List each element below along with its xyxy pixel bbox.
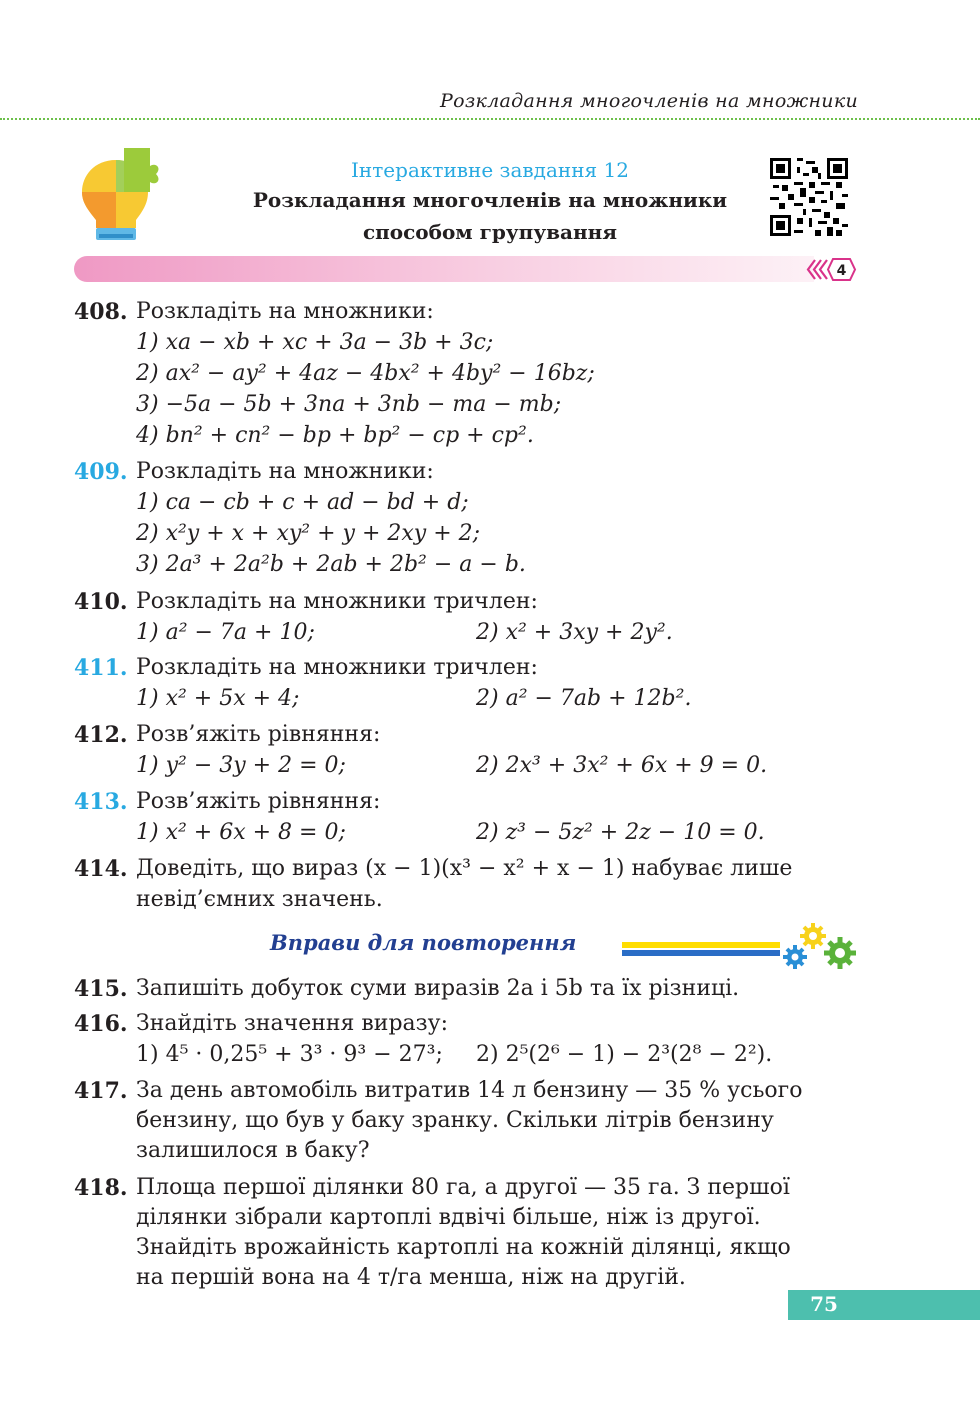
problem-number-410: 410.	[74, 589, 128, 615]
level-badge	[805, 257, 857, 282]
problem-number-411: 411.	[74, 655, 128, 681]
problem-411-item-2: 2) a² − 7ab + 12b².	[476, 686, 692, 711]
running-header: Розкладання многочленів на множники	[440, 90, 858, 112]
level-badge-number: 4	[836, 263, 847, 279]
problem-418-line-2: ділянки зібрали картоплі вдвічі більше, ніж із другої.	[136, 1205, 761, 1230]
task-title-line2: способом групування	[362, 220, 618, 244]
problem-410-item-1: 1) a² − 7a + 10;	[136, 620, 315, 645]
section-banner	[74, 256, 814, 282]
section-title: Вправи для повторення	[270, 930, 577, 955]
task-title-line1: Розкладання многочленів на множники	[252, 188, 728, 212]
problem-414-line-1: Доведіть, що вираз (x − 1)(x³ − x² + x − 1) набуває лише	[136, 856, 793, 881]
problem-417-line-2: бензину, що був у баку зранку. Скільки літрів бензину	[136, 1108, 774, 1133]
problem-number-417: 417.	[74, 1078, 128, 1104]
problem-408-item-2: 2) ax² − ay² + 4az − 4bx² + 4by² − 16bz;	[136, 361, 595, 386]
problem-414-line-2: невід’ємних значень.	[136, 887, 383, 912]
problem-416-item-2: 2) 2⁵(2⁶ − 1) − 2³(2⁸ − 2²).	[476, 1042, 773, 1067]
problem-408-item-1: 1) xa − xb + xc + 3a − 3b + 3c;	[136, 330, 494, 355]
problem-number-412: 412.	[74, 722, 128, 748]
problem-417-line-1: За день автомобіль витратив 14 л бензину — 35 % усього	[136, 1078, 803, 1103]
problem-413-intro: Розв’яжіть рівняння:	[136, 789, 381, 814]
qr-code[interactable]	[770, 158, 848, 236]
header-divider	[0, 118, 980, 120]
page-number: 75	[810, 1292, 838, 1316]
problem-418-line-4: на першій вона на 4 т/га менша, ніж на другій.	[136, 1265, 686, 1290]
problem-408-intro: Розкладіть на множники:	[136, 299, 434, 324]
problem-411-intro: Розкладіть на множники тричлен:	[136, 655, 538, 680]
problem-413-item-2: 2) z³ − 5z² + 2z − 10 = 0.	[476, 820, 765, 845]
task-label: Інтерактивне завдання 12	[351, 158, 629, 182]
problem-417-line-3: залишилося в баку?	[136, 1138, 370, 1163]
problem-409-item-3: 3) 2a³ + 2a²b + 2ab + 2b² − a − b.	[136, 552, 526, 577]
problem-410-item-2: 2) x² + 3xy + 2y².	[476, 620, 673, 645]
problem-416-intro: Знайдіть значення виразу:	[136, 1011, 449, 1036]
problem-416-item-1: 1) 4⁵ · 0,25⁵ + 3³ · 9³ − 27³;	[136, 1042, 443, 1067]
problem-409-item-1: 1) ca − cb + c + ad − bd + d;	[136, 490, 469, 515]
problem-418-line-1: Площа першої ділянки 80 га, а другої — 35 га. З першої	[136, 1175, 790, 1200]
problem-number-416: 416.	[74, 1011, 128, 1037]
gears-icon	[778, 920, 860, 972]
problem-number-415: 415.	[74, 976, 128, 1002]
problem-number-413: 413.	[74, 789, 128, 815]
problem-408-item-4: 4) bn² + cn² − bp + bp² − cp + cp².	[136, 423, 534, 448]
problem-411-item-1: 1) x² + 5x + 4;	[136, 686, 300, 711]
problem-number-408: 408.	[74, 299, 128, 325]
problem-number-414: 414.	[74, 856, 128, 882]
flag-stripe	[622, 942, 780, 956]
problem-number-418: 418.	[74, 1175, 128, 1201]
problem-412-item-1: 1) y² − 3y + 2 = 0;	[136, 753, 346, 778]
problem-415-text: Запишіть добуток суми виразів 2a і 5b та їх різниці.	[136, 976, 740, 1001]
problem-409-item-2: 2) x²y + x + xy² + y + 2xy + 2;	[136, 521, 481, 546]
problem-413-item-1: 1) x² + 6x + 8 = 0;	[136, 820, 346, 845]
problem-412-item-2: 2) 2x³ + 3x² + 6x + 9 = 0.	[476, 753, 768, 778]
problem-409-intro: Розкладіть на множники:	[136, 459, 434, 484]
page-number-tab	[788, 1290, 980, 1320]
problem-410-intro: Розкладіть на множники тричлен:	[136, 589, 538, 614]
problem-408-item-3: 3) −5a − 5b + 3na + 3nb − ma − mb;	[136, 392, 562, 417]
problem-418-line-3: Знайдіть врожайність картоплі на кожній ділянці, якщо	[136, 1235, 791, 1260]
problem-412-intro: Розв’яжіть рівняння:	[136, 722, 381, 747]
problem-number-409: 409.	[74, 459, 128, 485]
